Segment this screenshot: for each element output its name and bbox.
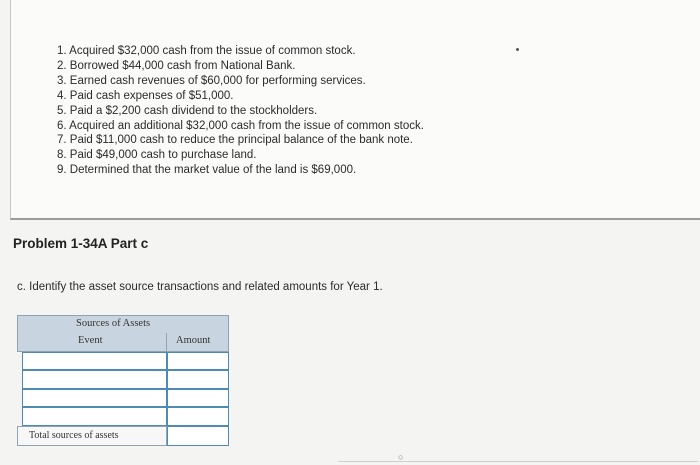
amount-header-cell	[166, 333, 229, 352]
transaction-item: 6. Acquired an additional $32,000 cash from the issue of common stock.	[57, 119, 424, 132]
event-input-3[interactable]	[22, 389, 167, 407]
sources-of-assets-table	[17, 315, 229, 446]
transaction-item: 9. Determined that the market value of the land is $69,000.	[57, 164, 357, 177]
total-label-cell	[17, 426, 167, 446]
partial-icon: ○	[398, 452, 404, 462]
stray-dot	[516, 48, 519, 51]
transaction-item: 2. Borrowed $44,000 cash from National Bank.	[57, 59, 296, 72]
amount-input-4[interactable]	[167, 407, 229, 426]
transaction-item: 1. Acquired $32,000 cash from the issue of common stock.	[57, 45, 356, 57]
problem-statement-panel	[10, 0, 700, 220]
transaction-list	[57, 44, 424, 178]
event-column-header: Event	[78, 335, 103, 346]
table-title: Sources of Assets	[76, 318, 151, 329]
event-input-1[interactable]	[22, 352, 167, 370]
amount-input-2[interactable]	[167, 370, 229, 389]
event-input-2[interactable]	[22, 370, 167, 389]
total-amount-input[interactable]	[167, 426, 229, 446]
amount-input-1[interactable]	[167, 352, 229, 370]
event-input-4[interactable]	[22, 407, 167, 426]
table-title-cell	[17, 315, 229, 334]
transaction-item: 7. Paid $11,000 cash to reduce the principal balance of the bank note.	[57, 134, 413, 147]
transaction-item: 5. Paid a $2,200 cash dividend to the stockholders.	[57, 104, 318, 117]
total-label: Total sources of assets	[29, 430, 119, 441]
event-header-cell	[17, 333, 167, 352]
problem-title: Problem 1-34A Part c	[13, 236, 149, 251]
transaction-item: 3. Earned cash revenues of $60,000 for performing services.	[57, 74, 366, 87]
amount-column-header: Amount	[176, 335, 211, 346]
transaction-item: 8. Paid $49,000 cash to purchase land.	[57, 149, 257, 162]
bottom-divider	[338, 461, 698, 462]
question-text: c. Identify the asset source transactions and related amounts for Year 1.	[17, 281, 383, 293]
transaction-item: 4. Paid cash expenses of $51,000.	[57, 89, 234, 102]
amount-input-3[interactable]	[167, 389, 229, 407]
